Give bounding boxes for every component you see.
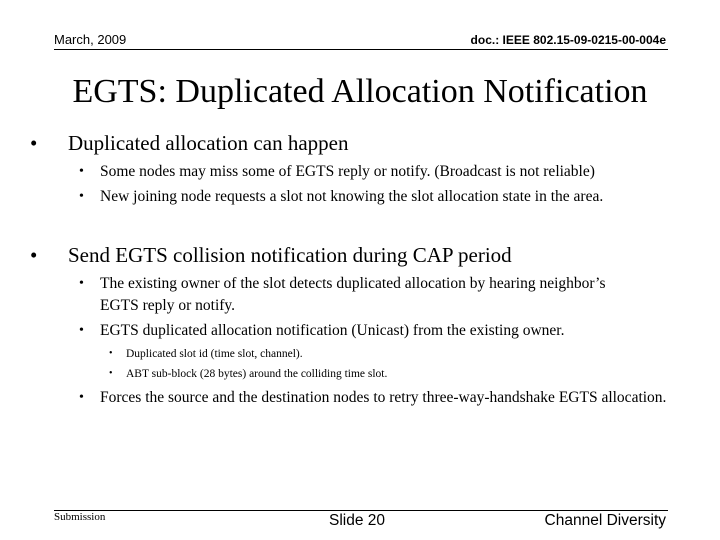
- footer-author: Channel Diversity: [544, 512, 666, 529]
- sub-sub-bullet-slot-id: [109, 345, 669, 363]
- header-date: March, 2009: [54, 32, 127, 47]
- footer-submission: Submission: [54, 511, 106, 523]
- sub-bullet-unicast-notification: [79, 320, 679, 342]
- sub-bullet-text: New joining node requests a slot not knowing the slot allocation state in the area.: [100, 188, 604, 205]
- sub-bullet-text: The existing owner of the slot detects duplicated allocation by hearing neighbor’s EGTS reply or notify.: [100, 275, 606, 314]
- bullet-dot-icon: •: [79, 390, 84, 405]
- header-divider: [54, 49, 668, 50]
- sub-bullet-miss-reply: [79, 161, 679, 183]
- slide-title: EGTS: Duplicated Allocation Notification: [72, 73, 648, 110]
- bullet-text: Send EGTS collision notification during CAP period: [68, 243, 512, 267]
- sub-sub-bullet-abt-block: [109, 365, 669, 383]
- sub-sub-bullet-text: ABT sub-block (28 bytes) around the colliding time slot.: [126, 368, 388, 380]
- sub-bullet-text: EGTS duplicated allocation notification (Unicast) from the existing owner.: [100, 322, 565, 339]
- sub-bullet-text: Some nodes may miss some of EGTS reply or notify. (Broadcast is not reliable): [100, 163, 595, 180]
- bullet-dot-icon: •: [79, 164, 84, 179]
- bullet-dot-icon: •: [79, 189, 84, 204]
- sub-bullet-text: Forces the source and the destination nodes to retry three-way-handshake EGTS allocation.: [100, 389, 667, 406]
- bullet-dot-icon: •: [109, 368, 113, 379]
- bullet-dot-icon: •: [30, 131, 38, 155]
- bullet-dot-icon: •: [109, 348, 113, 359]
- footer-divider: [54, 510, 668, 511]
- sub-bullet-retry-handshake: [79, 387, 679, 409]
- footer-slide-number: Slide 20: [329, 512, 386, 529]
- sub-bullet-new-joining: [79, 186, 679, 208]
- bullet-dot-icon: •: [30, 243, 38, 267]
- sub-sub-bullet-text: Duplicated slot id (time slot, channel).: [126, 348, 303, 360]
- bullet-dot-icon: •: [79, 276, 84, 291]
- sub-bullet-existing-owner: [79, 273, 619, 317]
- header-doc-id: doc.: IEEE 802.15-09-0215-00-004e: [470, 33, 666, 47]
- bullet-dot-icon: •: [79, 323, 84, 338]
- bullet-text: Duplicated allocation can happen: [68, 131, 349, 155]
